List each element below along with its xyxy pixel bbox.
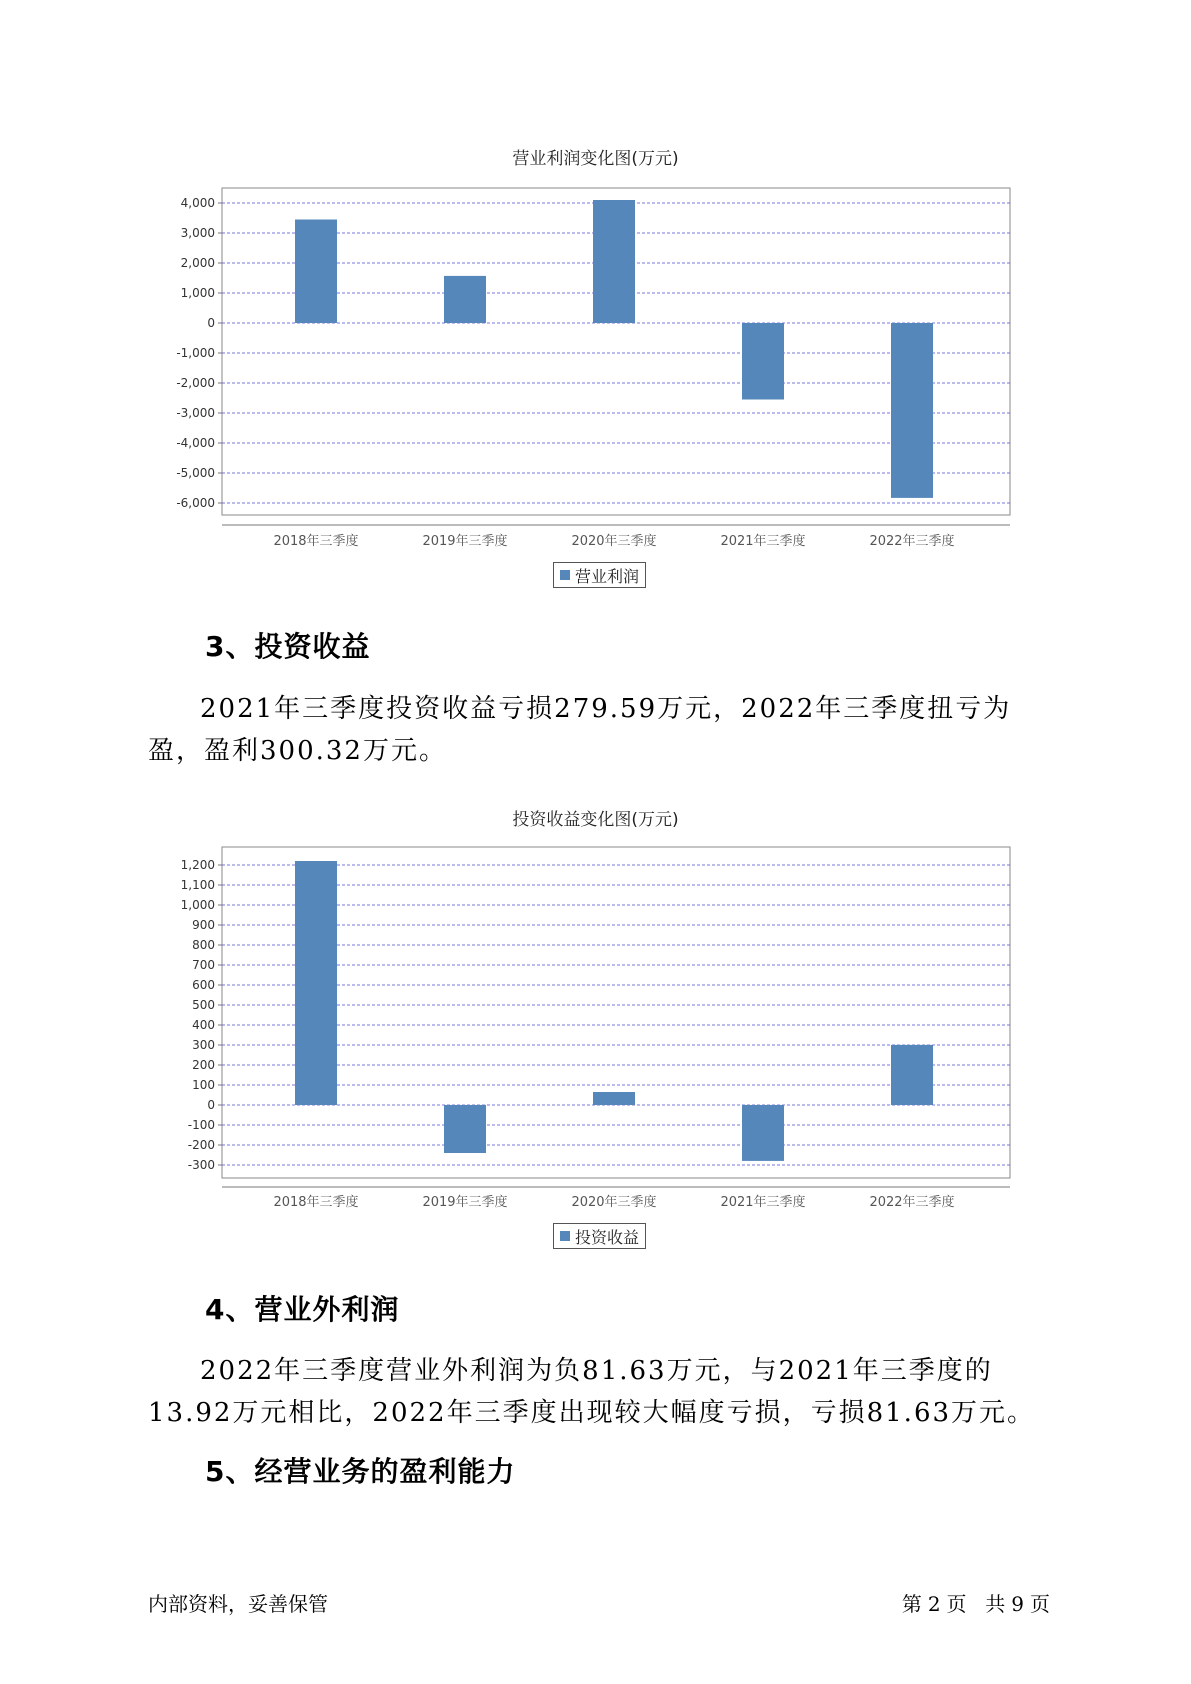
y-tick-label: 2,000 (180, 256, 215, 270)
x-tick-label: 2022年三季度 (869, 1195, 955, 1210)
y-tick-label: 0 (207, 1098, 215, 1112)
bar (742, 1105, 784, 1161)
x-tick-label: 2019年三季度 (422, 534, 508, 549)
x-tick-label: 2019年三季度 (422, 1195, 508, 1210)
y-tick-label: 200 (192, 1058, 215, 1072)
x-tick-label: 2018年三季度 (273, 1195, 359, 1210)
y-tick-label: -1,000 (176, 346, 215, 360)
bar (891, 1045, 933, 1105)
x-tick-label: 2021年三季度 (720, 1195, 806, 1210)
x-tick-label: 2021年三季度 (720, 534, 806, 549)
y-tick-label: -300 (187, 1158, 215, 1172)
y-tick-label: 3,000 (180, 226, 215, 240)
x-tick-label: 2018年三季度 (273, 534, 359, 549)
y-tick-label: 100 (192, 1078, 215, 1092)
chart-title: 营业利润变化图(万元) (512, 149, 679, 169)
total-suffix: 页 (1030, 1592, 1050, 1616)
y-tick-label: 800 (192, 938, 215, 952)
y-tick-label: -200 (187, 1138, 215, 1152)
y-tick-label: 0 (207, 316, 215, 330)
legend-label: 营业利润 (575, 566, 640, 586)
section-heading: 5、经营业务的盈利能力 (205, 1455, 516, 1488)
y-tick-label: 600 (192, 978, 215, 992)
y-tick-label: -5,000 (176, 466, 215, 480)
section-heading: 3、投资收益 (205, 630, 371, 663)
section-heading: 4、营业外利润 (205, 1293, 400, 1326)
y-tick-label: -4,000 (176, 436, 215, 450)
section-paragraph: 2021年三季度投资收益亏损279.59万元，2022年三季度扭亏为盈，盈利300.32万元。 (148, 694, 1012, 766)
y-tick-label: 300 (192, 1038, 215, 1052)
y-tick-label: -100 (187, 1118, 215, 1132)
page-number: 2 (927, 1592, 941, 1616)
y-tick-label: 700 (192, 958, 215, 972)
plot-area (222, 847, 1010, 1178)
x-tick-label: 2020年三季度 (571, 1195, 657, 1210)
x-tick-label: 2020年三季度 (571, 534, 657, 549)
chart-title: 投资收益变化图(万元) (512, 810, 679, 830)
x-tick-label: 2022年三季度 (869, 534, 955, 549)
y-tick-label: 4,000 (180, 196, 215, 210)
total-prefix: 共 (985, 1592, 1006, 1616)
total-pages: 9 (1011, 1592, 1024, 1616)
footer-page-indicator (899, 1588, 1053, 1617)
bar (295, 861, 337, 1105)
footer-confidential-note: 内部资料，妥善保管 (148, 1592, 328, 1616)
y-tick-label: 1,000 (180, 898, 215, 912)
chart-legend (553, 1223, 646, 1249)
y-tick-label: 1,100 (180, 878, 215, 892)
y-tick-label: 400 (192, 1018, 215, 1032)
y-tick-label: 900 (192, 918, 215, 932)
bar (593, 1092, 635, 1105)
page-prefix: 第 (901, 1592, 922, 1616)
y-tick-label: -2,000 (176, 376, 215, 390)
y-tick-label: 1,000 (180, 286, 215, 300)
page-mid: 页 (946, 1592, 967, 1616)
legend-label: 投资收益 (575, 1227, 640, 1247)
bar (444, 1105, 486, 1153)
y-tick-label: 1,200 (180, 858, 215, 872)
section-paragraph: 2022年三季度营业外利润为负81.63万元，与2021年三季度的13.92万元相比，2022年三季度出现较大幅度亏损，亏损81.63万元。 (148, 1356, 1036, 1428)
y-tick-label: 500 (192, 998, 215, 1012)
legend-swatch (560, 1231, 570, 1241)
y-tick-label: -6,000 (176, 496, 215, 510)
y-tick-label: -3,000 (176, 406, 215, 420)
